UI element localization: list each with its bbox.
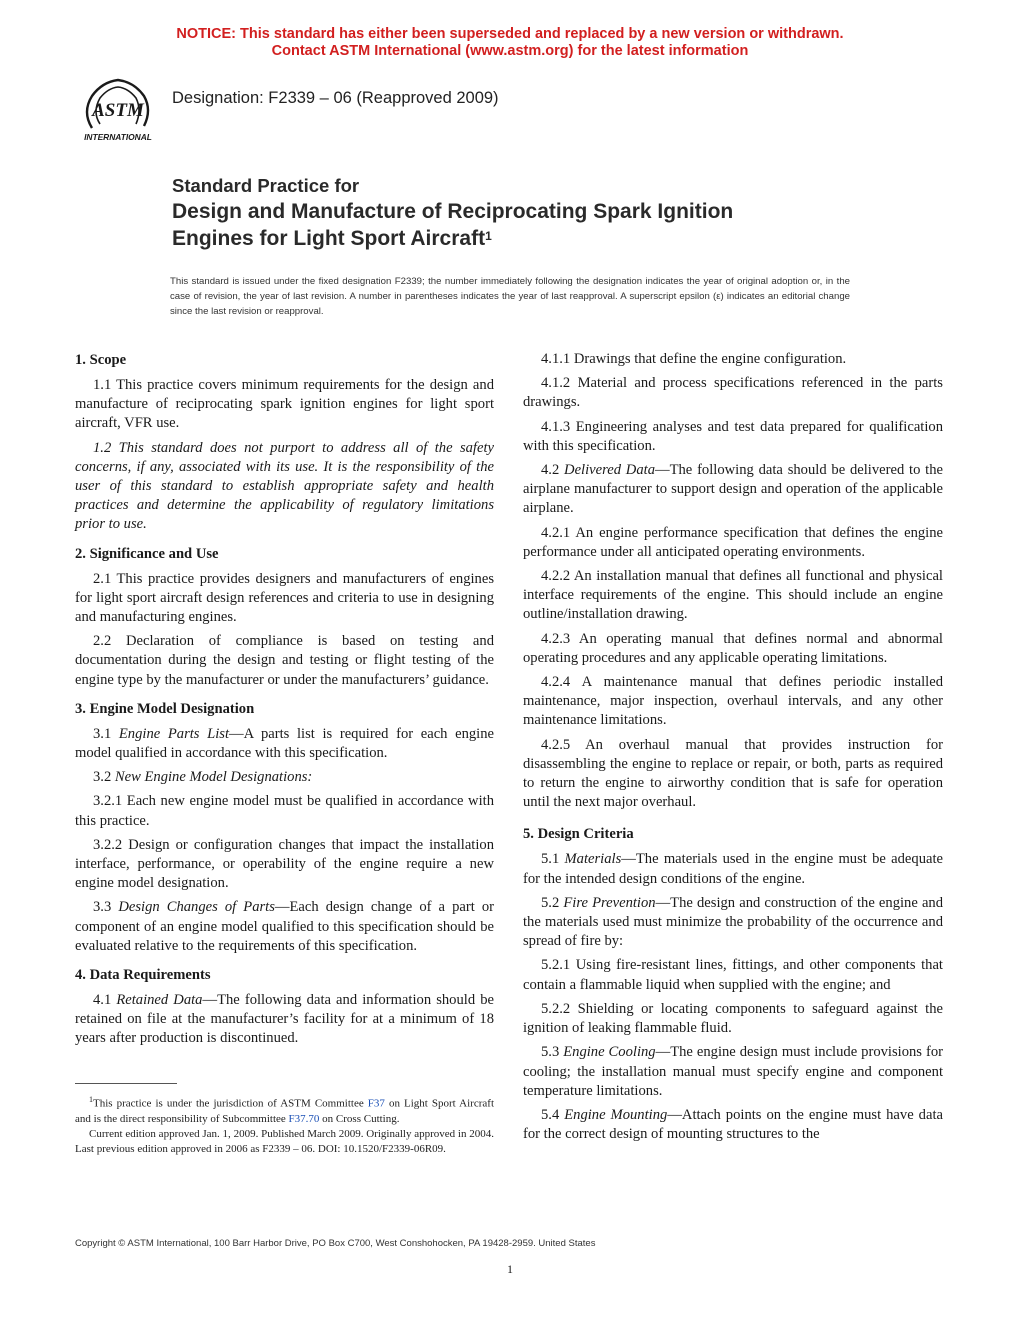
para-5-3: 5.3 Engine Cooling—The engine design must include provisions for cooling; the installation manual must specify engine and component temperature limitations. [523, 1044, 943, 1099]
section-4-heading: 4. Data Requirements [75, 967, 211, 984]
footnote-para-2: Current edition approved Jan. 1, 2009. Published March 2009. Originally approved in 2004. Last previous edition approved in 2006 as F2339 – 06. DOI: 10.1520/F2339-06R09. [75, 1127, 494, 1155]
section-2-heading: 2. Significance and Use [75, 545, 219, 562]
footnote-mark: 1 [89, 1095, 93, 1104]
right-column [523, 350, 943, 1149]
para-4-2: 4.2 Delivered Data—The following data should be delivered to the airplane manufacturer to support design and operation of the applicable airplane. [523, 462, 943, 517]
section-5-heading: 5. Design Criteria [523, 826, 634, 843]
para-4-2-1: 4.2.1 An engine performance specification that defines the engine performance under all anticipated operating environments. [523, 524, 943, 560]
para-4-2-4: 4.2.4 A maintenance manual that defines periodic installed maintenance, major inspection, overhaul intervals, and any other maintenance limitations. [523, 674, 943, 729]
para-1-2: 1.2 This standard does not purport to address all of the safety concerns, if any, associated with its use. It is the responsibility of the user of this standard to establish appropriate safety and health practices and determine the applicability of regulatory limitations prior to use. [75, 439, 494, 533]
para-4-2-5: 4.2.5 An overhaul manual that provides instruction for disassembling the engine to replace or repair, or both, parts as required to return the engine to airworthy condition that is safe for operation until the next major overhaul. [523, 736, 943, 811]
para-4-2-2: 4.2.2 An installation manual that defines all functional and physical interface requirements of the engine. This should include an engine outline/installation drawing. [523, 568, 943, 623]
committee-f37-link[interactable]: F37 [367, 1097, 385, 1110]
title-footnote-mark: 1 [485, 229, 492, 243]
para-3-2: 3.2 New Engine Model Designations: [93, 769, 313, 786]
para-1-1: 1.1 This practice covers minimum requirements for the design and manufacture of reciprocating spark ignition engines for light sport aircraft, VFR use. [75, 377, 494, 432]
para-2-2: 2.2 Declaration of compliance is based on testing and documentation during the design and testing or flight testing of the engine type by the manufacturer or under the manufacturers’ guidance. [75, 633, 494, 688]
para-2-1: 2.1 This practice provides designers and manufacturers of engines for light sport aircraft design references and criteria to use in designing and manufacturing engines. [75, 570, 494, 626]
footnote-divider [75, 1083, 177, 1084]
document-title [172, 174, 872, 252]
para-3-2-2: 3.2.2 Design or configuration changes that impact the installation interface, performance, or operability of the engine require a new engine model designation. [75, 836, 494, 892]
para-4-1-1: 4.1.1 Drawings that define the engine configuration. [541, 351, 847, 367]
title-line-2: Design and Manufacture of Reciprocating Spark Ignition [172, 200, 734, 223]
astm-logo [70, 76, 162, 144]
para-5-2-1: 5.2.1 Using fire-resistant lines, fittings, and other components that contain a flammable liquid when supplied with the engine; and [523, 957, 943, 993]
para-5-4: 5.4 Engine Mounting—Attach points on the engine must have data for the correct design of mounting structures to the [523, 1106, 943, 1143]
footnote [75, 1092, 494, 1157]
para-4-1: 4.1 Retained Data—The following data and information should be retained on file at the manufacturer’s facility for at a minimum of 18 years after production is discontinued. [75, 992, 494, 1047]
para-3-1: 3.1 Engine Parts List—A parts list is required for each engine model qualified in accordance with this specification. [75, 725, 495, 762]
para-3-3: 3.3 Design Changes of Parts—Each design change of a part or component of an engine model qualified to this specification should be evaluated relative to the requirements of this specification. [75, 899, 494, 954]
notice-line-2: Contact ASTM International (www.astm.org) for the latest information [271, 43, 749, 59]
section-3-heading: 3. Engine Model Designation [75, 700, 255, 717]
page-number: 1 [507, 1262, 513, 1276]
para-3-2-1: 3.2.1 Each new engine model must be qualified in accordance with this practice. [75, 793, 494, 829]
para-4-2-3: 4.2.3 An operating manual that defines normal and abnormal operating procedures and any applicable operating limitations. [523, 630, 943, 666]
title-line-3-text: Engines for Light Sport Aircraft [172, 227, 486, 250]
left-column [75, 350, 494, 1054]
footnote-para-1: $^1$This practice is under the jurisdiction of ASTM Committee F37 on Light Sport Aircraft and is the direct responsibility of Subcommittee F37.70 on Cross Cutting. [75, 1095, 494, 1125]
subcommittee-f37-70-link[interactable]: F37.70 [288, 1112, 320, 1125]
withdrawal-notice [0, 26, 1020, 60]
logo-letters: ASTM [92, 100, 144, 121]
para-4-1-3: 4.1.3 Engineering analyses and test data prepared for qualification with this specification. [523, 418, 943, 454]
copyright: Copyright © ASTM International, 100 Barr Harbor Drive, PO Box C700, West Conshohocken, PA 19428-2959. United States [75, 1238, 596, 1249]
issued-note: This standard is issued under the fixed designation F2339; the number immediately following the designation indicates the year of original adoption or, in the case of revision, the year of last revision. A number in parentheses indicates the year of last reapproval. A superscript epsilon (ε) indicates an editorial change since the last revision or reapproval. [170, 276, 850, 317]
para-5-2-2: 5.2.2 Shielding or locating components to safeguard against the ignition of leaking flammable fluid. [523, 1000, 943, 1037]
para-5-1: 5.1 Materials—The materials used in the engine must be adequate for the intended design conditions of the engine. [523, 851, 943, 887]
section-1-heading: 1. Scope [75, 352, 127, 368]
logo-caption: INTERNATIONAL [84, 132, 152, 142]
title-line-3 [172, 225, 872, 252]
title-line-1: Standard Practice for [172, 175, 360, 196]
designation: Designation: F2339 – 06 (Reapproved 2009) [172, 89, 499, 107]
para-5-2: 5.2 Fire Prevention—The design and construction of the engine and the materials used must minimize the probability of the occurrence and spread of fire by: [523, 894, 944, 950]
para-4-1-2: 4.1.2 Material and process specifications referenced in the parts drawings. [523, 375, 943, 411]
notice-line-1: NOTICE: This standard has either been superseded and replaced by a new version or withdrawn. [176, 26, 844, 42]
